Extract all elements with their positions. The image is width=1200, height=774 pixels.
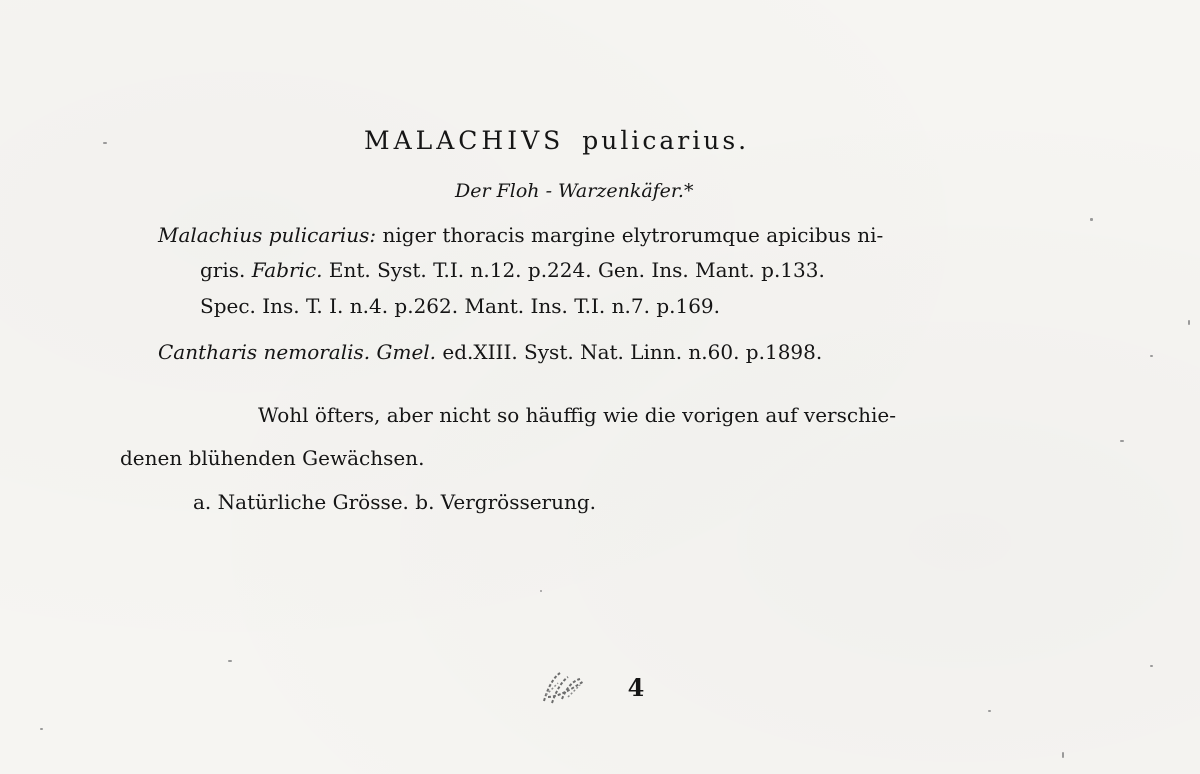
synonym-citation: ed.XIII. Syst. Nat. Linn. n.60. p.1898. [442, 340, 823, 364]
paper-speck [103, 142, 107, 144]
text-line-2 [200, 258, 825, 282]
description-text: niger thoracis margine elytrorumque apicibus ni- [382, 223, 884, 247]
figure-caption: a. Natürliche Grösse. b. Vergrösserung. [193, 490, 597, 514]
species-name: Malachius pulicarius: [158, 223, 377, 247]
author-reference: Fabric. [251, 258, 323, 282]
text-line-5: Wohl öfters, aber nicht so häuffig wie die vorigen auf verschie- [258, 403, 896, 427]
citation-text: Ent. Syst. T.I. n.12. p.224. Gen. Ins. Mant. p.133. [328, 258, 825, 282]
paper-speck [1150, 355, 1153, 357]
text-line-1 [158, 223, 883, 247]
page-title [364, 126, 749, 155]
common-name-subtitle: Der Floh - Warzenkäfer.* [455, 180, 694, 202]
paper-speck [1062, 752, 1064, 758]
page-number-value: 4 [627, 672, 645, 702]
paper-speck [1188, 320, 1190, 325]
synonym-reference: Cantharis nemoralis. Gmel. [158, 340, 437, 364]
text-line-6: denen blühenden Gewächsen. [120, 446, 425, 470]
paper-speck [1090, 218, 1093, 221]
paper-speck [40, 728, 43, 730]
paper-speck [1120, 440, 1124, 442]
paper-speck [1150, 665, 1153, 667]
paper-speck [540, 590, 542, 592]
title-species: pulicarius. [582, 126, 750, 155]
description-continuation: gris. [200, 258, 246, 282]
text-line-4 [158, 340, 822, 364]
paper-speck [988, 710, 991, 712]
text-line-3: Spec. Ins. T. I. n.4. p.262. Mant. Ins. T.I. n.7. p.169. [200, 294, 721, 318]
title-genus: MALACHIVS [364, 126, 565, 155]
paper-speck [228, 660, 232, 662]
page-number [538, 667, 644, 707]
library-stamp-icon [538, 667, 590, 707]
